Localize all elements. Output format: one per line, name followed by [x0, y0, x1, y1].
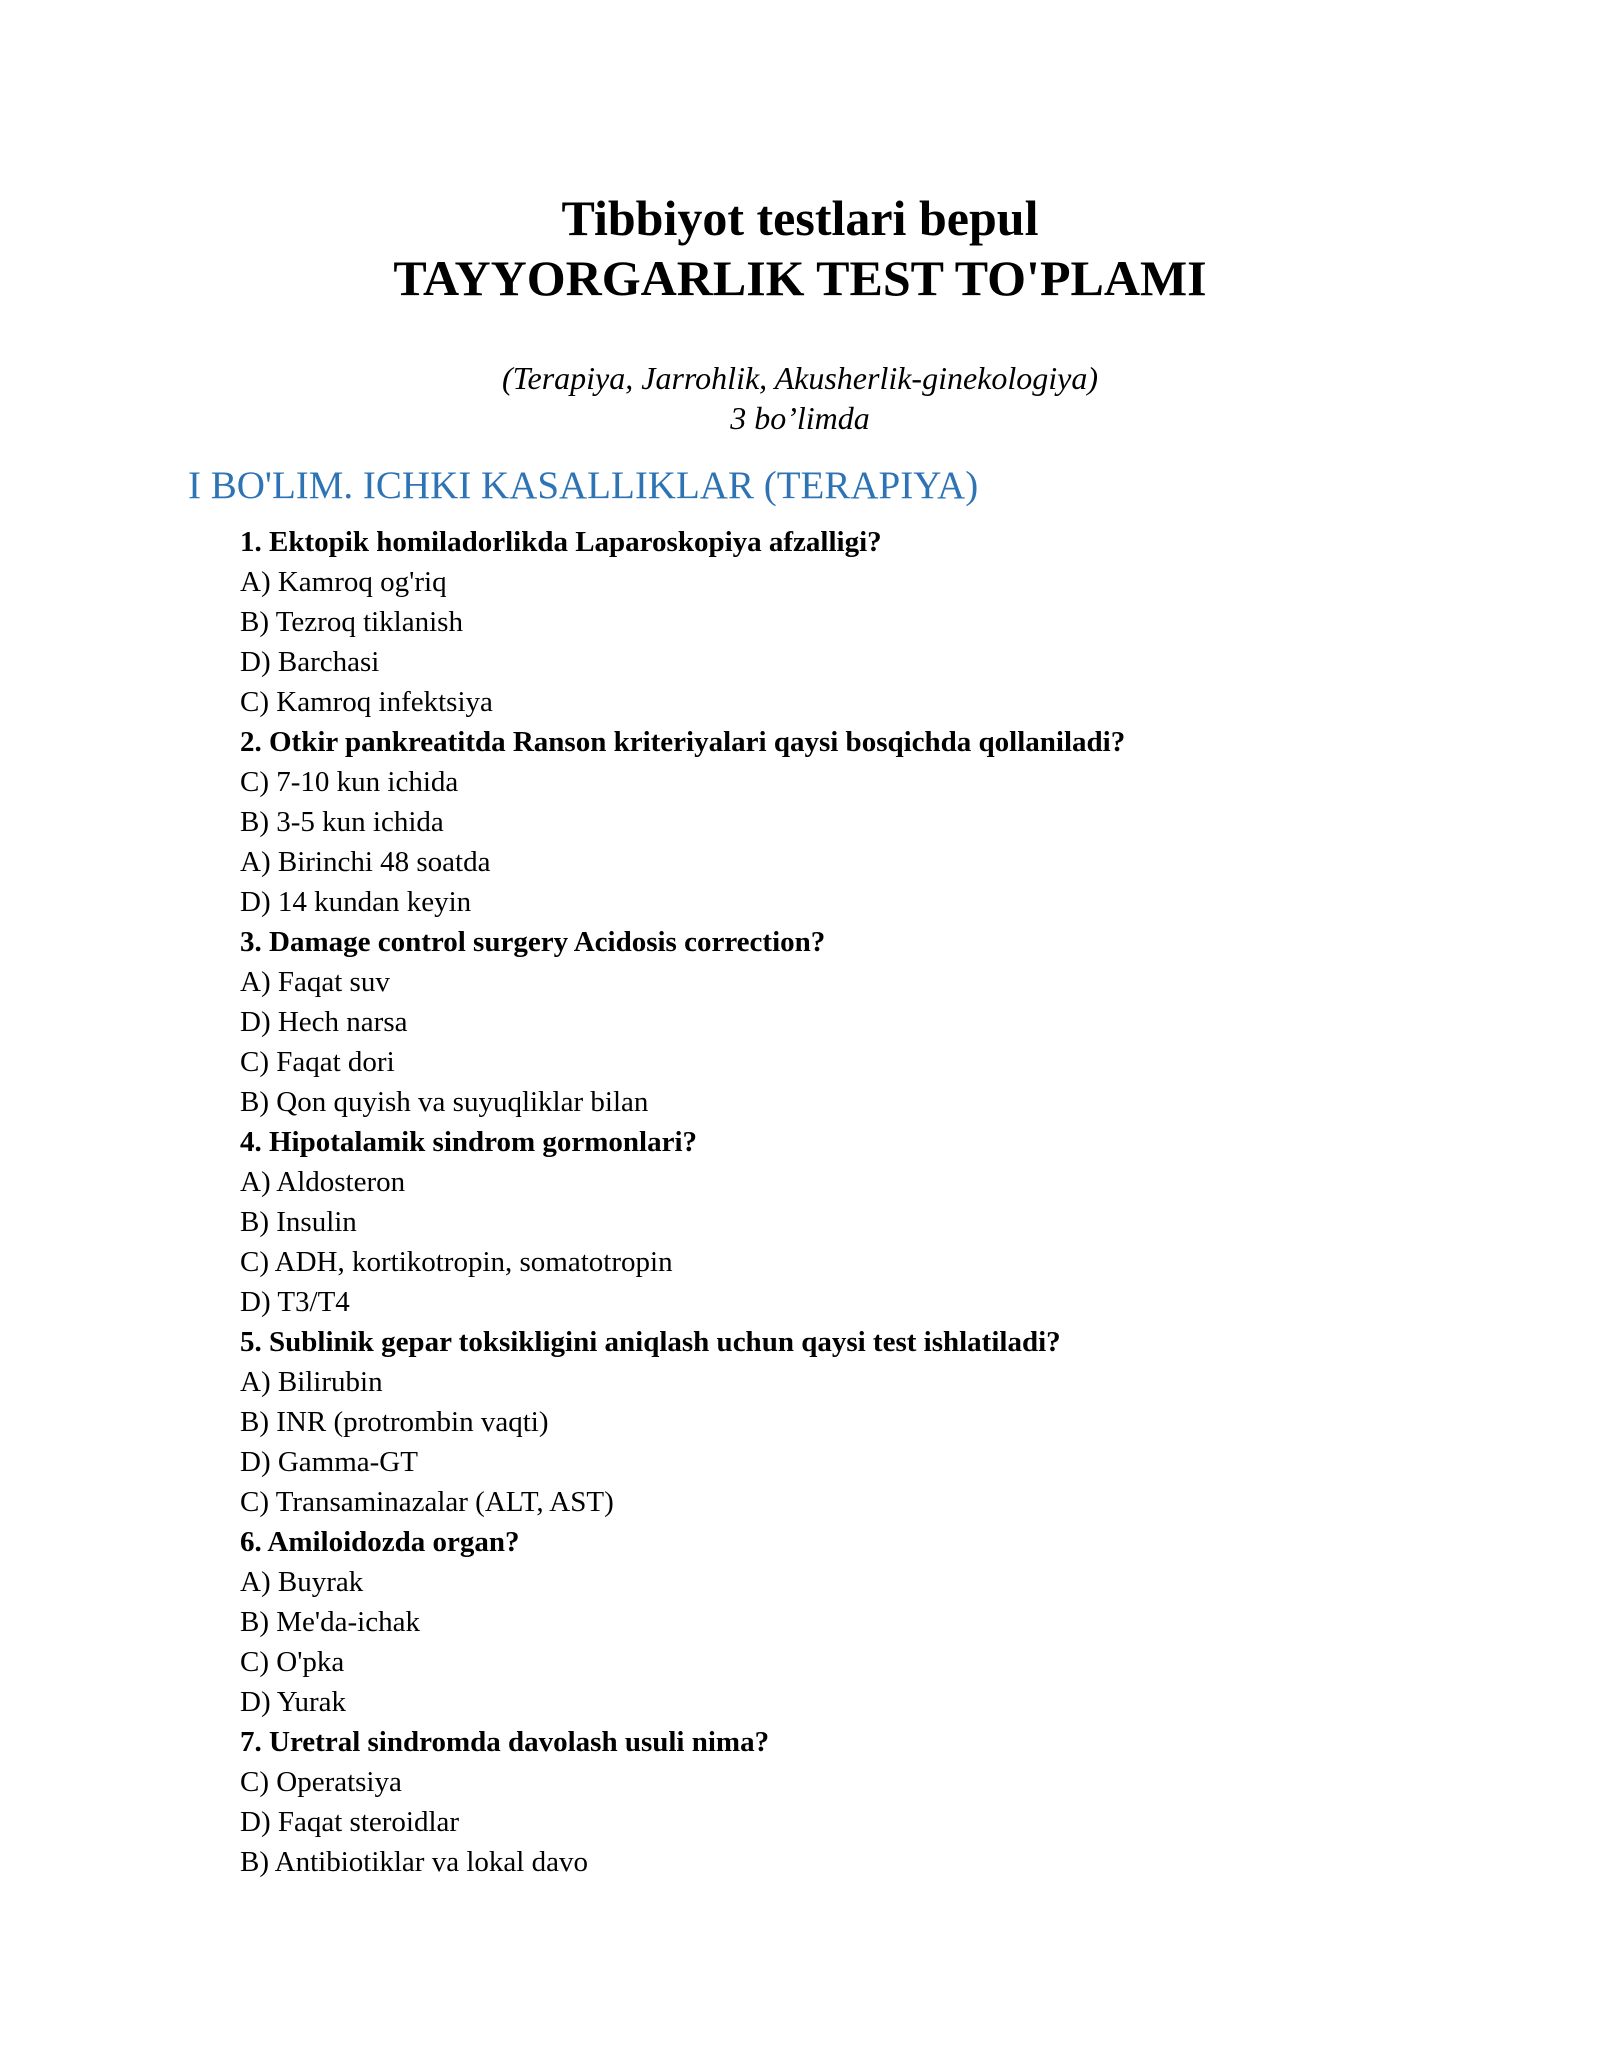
answer-option: B) Antibiotiklar va lokal davo [240, 1846, 588, 1878]
question-text: 5. Sublinik gepar toksikligini aniqlash uchun qaysi test ishlatiladi? [240, 1326, 1061, 1358]
answer-option: A) Faqat suv [240, 966, 390, 998]
answer-option: C) Operatsiya [240, 1766, 402, 1798]
question-text: 4. Hipotalamik sindrom gormonlari? [240, 1126, 698, 1158]
question-block [240, 722, 1480, 922]
answer-option: D) T3/T4 [240, 1286, 350, 1318]
answer-option: C) ADH, kortikotropin, somatotropin [240, 1246, 673, 1278]
answer-option: A) Birinchi 48 soatda [240, 846, 491, 878]
answer-option: A) Aldosteron [240, 1166, 406, 1198]
answer-option: C) O'pka [240, 1646, 345, 1678]
answer-option: B) Insulin [240, 1206, 357, 1238]
question-text: 1. Ektopik homiladorlikda Laparoskopiya afzalligi? [240, 526, 882, 558]
answer-option: D) Hech narsa [240, 1006, 408, 1038]
question-list [240, 522, 1480, 1882]
answer-option: D) Faqat steroidlar [240, 1806, 460, 1838]
answer-option: D) Gamma-GT [240, 1446, 418, 1478]
answer-option: B) Me'da-ichak [240, 1606, 420, 1638]
answer-option: D) Yurak [240, 1686, 347, 1718]
title-block [0, 188, 1600, 308]
answer-option: A) Kamroq og'riq [240, 566, 447, 598]
answer-option: D) Barchasi [240, 646, 380, 678]
answer-option: B) INR (protrombin vaqti) [240, 1406, 549, 1438]
question-block [240, 1722, 1480, 1882]
question-block [240, 522, 1480, 722]
answer-option: B) Tezroq tiklanish [240, 606, 463, 638]
question-text: 7. Uretral sindromda davolash usuli nima? [240, 1726, 770, 1758]
document-title: Tibbiyot testlari bepul [561, 190, 1039, 246]
section-heading: I BO'LIM. ICHKI KASALLIKLAR (TERAPIYA) [188, 464, 979, 507]
parts-count-line: 3 bo’limda [730, 400, 870, 436]
answer-option: D) 14 kundan keyin [240, 886, 472, 918]
question-text: 6. Amiloidozda organ? [240, 1526, 520, 1558]
question-text: 3. Damage control surgery Acidosis correction? [240, 926, 826, 958]
question-block [240, 1322, 1480, 1522]
question-block [240, 1122, 1480, 1322]
question-text: 2. Otkir pankreatitda Ranson kriteriyalari qaysi bosqichda qollaniladi? [240, 726, 1126, 758]
answer-option: B) Qon quyish va suyuqliklar bilan [240, 1086, 649, 1118]
answer-option: A) Buyrak [240, 1566, 364, 1598]
topics-line: (Terapiya, Jarrohlik, Akusherlik-ginekologiya) [501, 360, 1099, 396]
answer-option: B) 3-5 kun ichida [240, 806, 444, 838]
document-subtitle-heading: TAYYORGARLIK TEST TO'PLAMI [393, 250, 1207, 306]
answer-option: C) 7-10 kun ichida [240, 766, 459, 798]
answer-option: A) Bilirubin [240, 1366, 383, 1398]
question-block [240, 922, 1480, 1122]
answer-option: C) Transaminazalar (ALT, AST) [240, 1486, 614, 1518]
subtitle-block [0, 358, 1600, 438]
answer-option: C) Kamroq infektsiya [240, 686, 493, 718]
question-block [240, 1522, 1480, 1722]
answer-option: C) Faqat dori [240, 1046, 395, 1078]
